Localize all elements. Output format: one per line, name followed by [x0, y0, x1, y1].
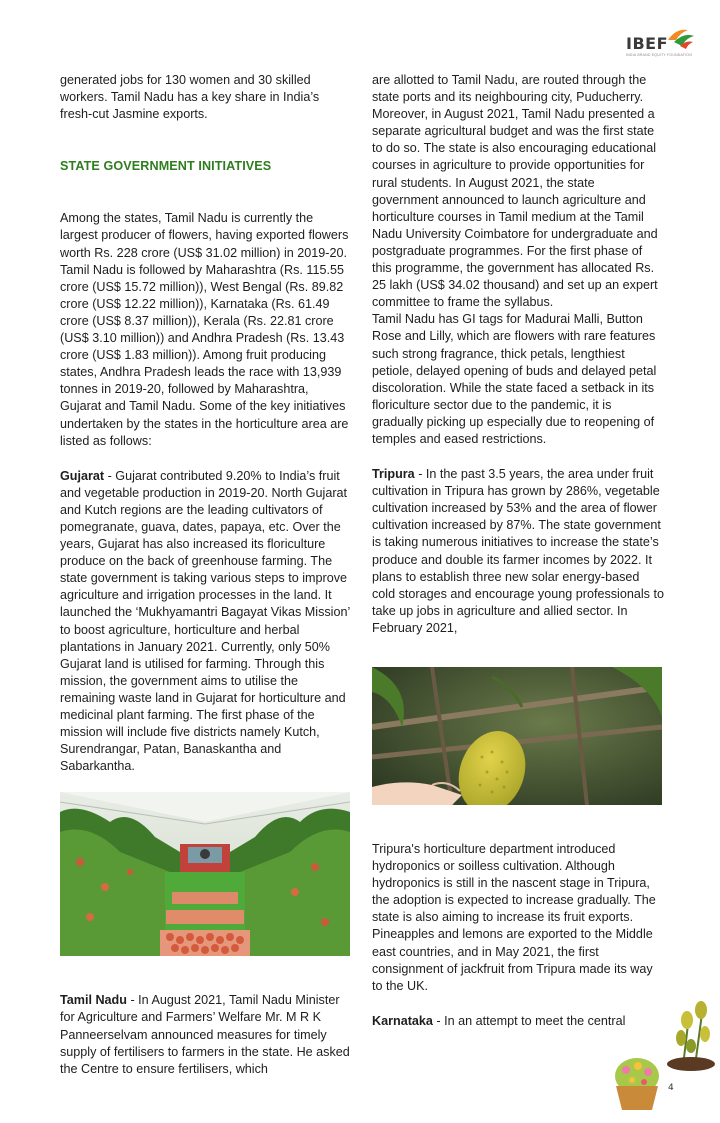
tamilnadu-label: Tamil Nadu	[60, 993, 127, 1008]
logo-text: IBEF	[626, 34, 669, 53]
karnataka-text: - In an attempt to meet the central	[432, 1013, 626, 1028]
plant-icon	[665, 996, 720, 1071]
tamilnadu-text: - In August 2021, Tamil Nadu Minister for Agriculture and Farmers’ Welfare Mr. M R K Panneerselvam announced measures for timely supply of fertilisers to farmers in the state. He asked the Centre to ensure fertilisers, which	[60, 993, 350, 1076]
gi-tags-paragraph: Tamil Nadu has GI tags for Madurai Malli, Button Rose and Lilly, which are flowers with rare features such strong fragrance, thick petals, lengthiest petiole, delayed opening of buds and delayed petal discoloration. While the state faced a setback in its floriculture sector due to the pandemic, it is gradually picking up especially due to reopening of temples and eased restrictions.	[372, 312, 657, 446]
jackfruit-illustration	[372, 667, 662, 805]
intro-paragraph: generated jobs for 130 women and 30 skilled workers. Tamil Nadu has a key share in India’s fresh-cut Jasmine exports.	[60, 73, 320, 122]
gujarat-text: - Gujarat contributed 9.20% to India’s fruit and vegetable production in 2019-20. North Gujarat and Kutch regions are the leading cultivators of pomegranate, guava, dates, papaya, etc. Over the years, Gujarat has also increased its floriculture produce on the back of greenhouse farming. The state government is taking various steps to improve agriculture and irrigation processes in the land. It launched the ‘Mukhyamantri Bagayat Vikas Mission’ to boost agriculture, horticulture and herbal plantations in January 2021. Currently, only 50% Gujarat land is utilised for farming. Through this mission, the government aims to utilise the remaining waste land in Gujarat for horticulture and medicinal plant farming. The first phase of the mission will include five districts namely Kutch, Surendrangar, Patan, Banaskantha and Sabarkantha.	[60, 468, 350, 774]
jackfruit-photo	[372, 667, 662, 805]
karnataka-label: Karnataka	[372, 1013, 433, 1028]
logo-swoosh-icon	[666, 26, 696, 52]
tamilnadu-paragraph	[60, 992, 352, 1077]
flower-basket-icon	[612, 1050, 662, 1116]
logo-tagline: INDIA BRAND EQUITY FOUNDATION	[626, 53, 692, 57]
karnataka-paragraph	[372, 1013, 664, 1030]
section-heading: STATE GOVERNMENT INITIATIVES	[60, 159, 272, 174]
page-number: 4	[668, 1083, 674, 1093]
gujarat-paragraph	[60, 468, 352, 776]
section-body-paragraph: Among the states, Tamil Nadu is currently the largest producer of flowers, having exported flowers worth Rs. 228 crore (US$ 31.02 million) in 2019-20. Tamil Nadu is followed by Maharashtra (Rs. 115.55 crore (US$ 15.72 million)), West Bengal (Rs. 89.82 crore (US$ 12.22 million)), Karnataka (Rs. 61.49 crore (US$ 8.37 million)), Kerala (Rs. 22.81 crore (US$ 3.10 million)) and Andhra Pradesh (Rs. 13.43 crore (US$ 1.83 million)). Among fruit producing states, Andhra Pradesh leads the race with 13,939 tonnes in 2019-20, followed by Maharashtra, Gujarat and Tamil Nadu. Some of the key initiatives undertaken by the states in the horticulture area are listed as follows:	[60, 211, 349, 448]
tripura-text: - In the past 3.5 years, the area under fruit cultivation in Tripura has grown by 286%, vegetable cultivation increased by 53% and the area of flower cultivation increased by 87%. The state government is taking numerous initiatives to increase the state’s produce and double its farmer incomes by 2022. It plans to establish three new solar energy-based cold storages and encourage young professionals to take up jobs in agriculture and allied sector. In February 2021,	[372, 467, 664, 635]
right-column	[372, 72, 664, 1030]
tripura-label: Tripura	[372, 467, 415, 482]
left-column	[60, 72, 352, 1078]
tripura-continued-paragraph: Tripura's horticulture department introduced hydroponics or soilless cultivation. Although hydroponics is still in the nascent stage in Tripura, the adoption is expected to increase gradually. The state is also aiming to increase its fruit exports. Pineapples and lemons are exported to the Middle east countries, and in May 2021, the first consignment of jackfruit from Tripura made its way to the UK.	[372, 842, 656, 993]
tamilnadu-continued-paragraph: are allotted to Tamil Nadu, are routed through the state ports and its neighbouring city, Puducherry. Moreover, in August 2021, Tamil Nadu presented a separate agricultural budget and was the first state to do so. The state is also encouraging educational courses in agriculture to provide opportunities for rural students. In August 2021, the state government announced to launch agriculture and horticulture courses in Tamil medium at the Tamil Nadu University Coimbatore for undergraduate and postgraduate programmes. For the first phase of this programme, the government has allocated Rs. 25 lakh (US$ 34.02 thousand) and set up an expert committee to frame the syllabus.	[372, 73, 658, 310]
orchard-illustration	[60, 792, 350, 956]
ibef-logo	[626, 26, 696, 60]
gujarat-label: Gujarat	[60, 468, 105, 483]
tripura-paragraph	[372, 466, 664, 637]
orchard-photo	[60, 792, 350, 956]
